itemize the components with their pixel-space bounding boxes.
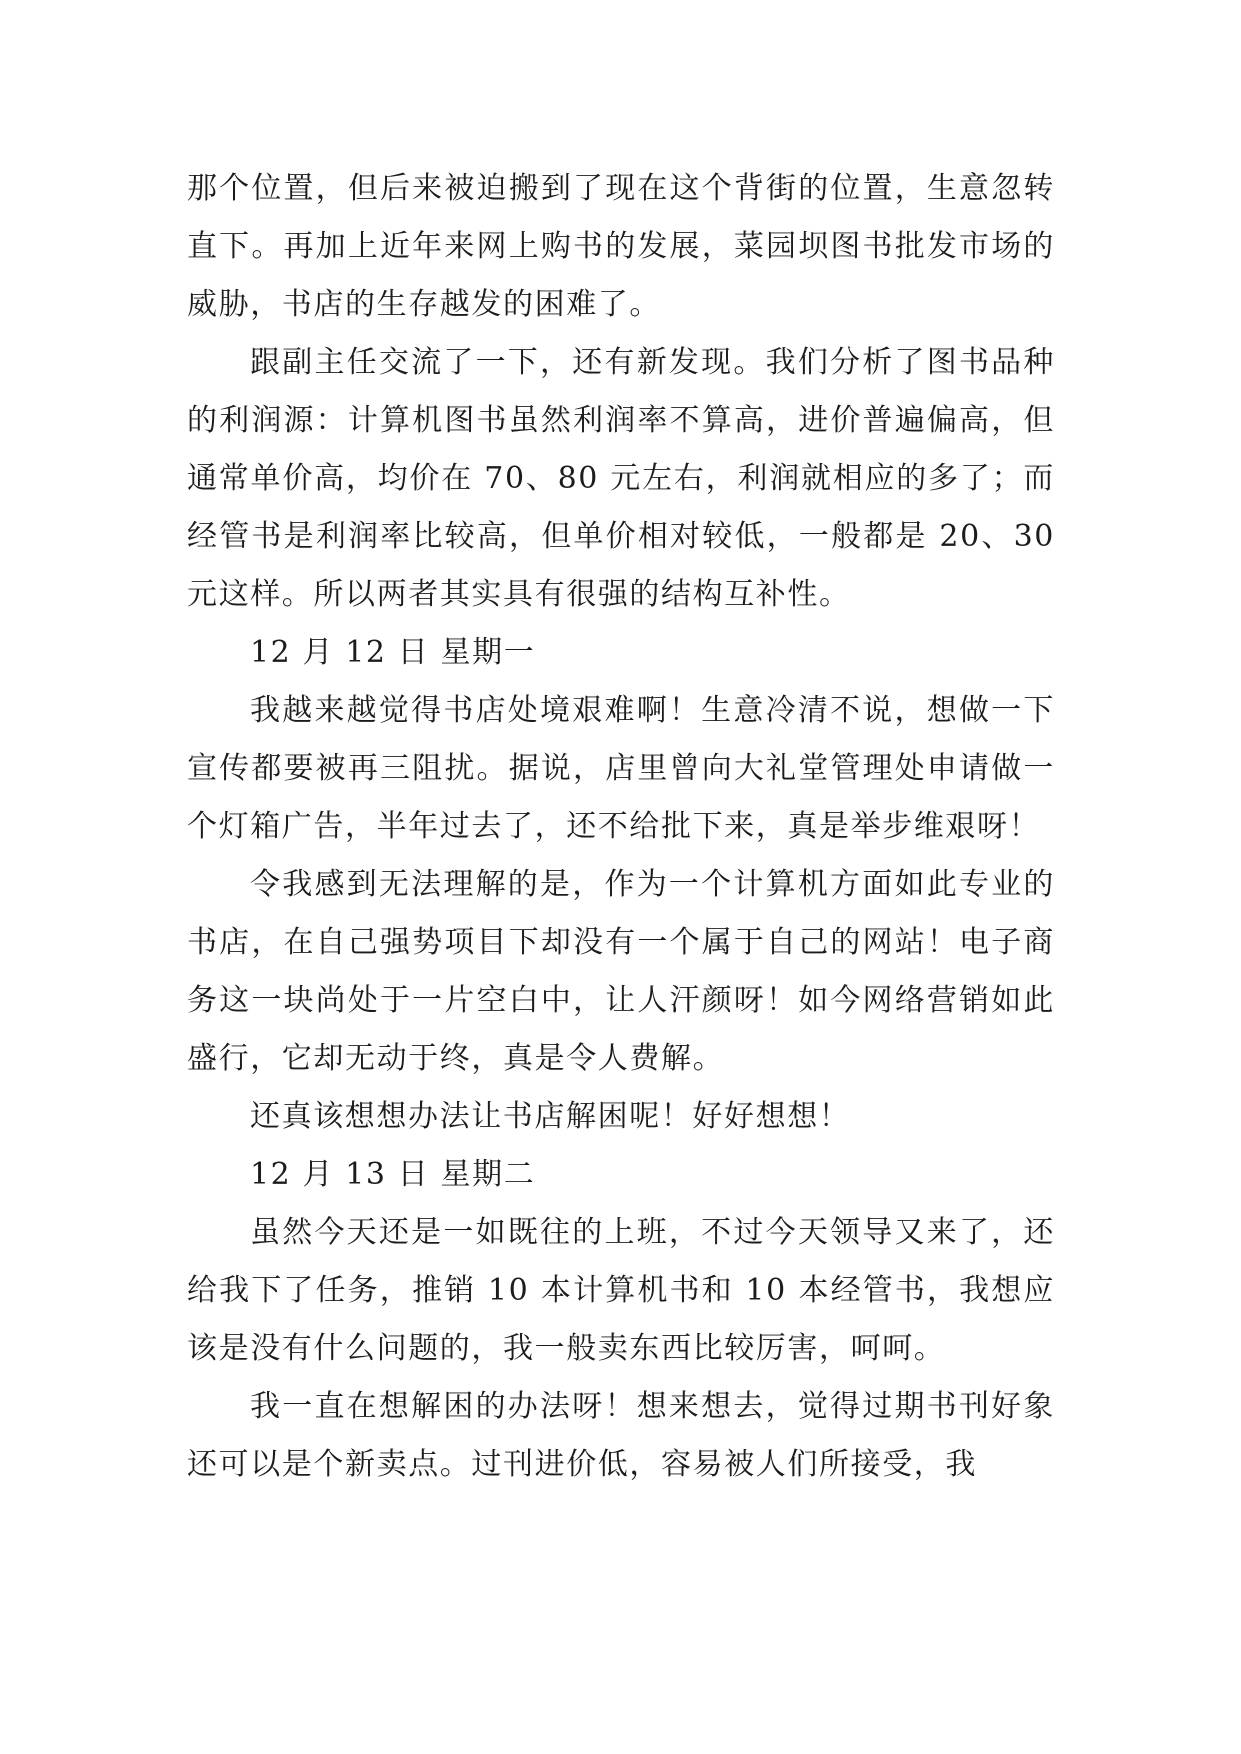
diary-date-heading: 12 月 13 日 星期二 bbox=[250, 1157, 536, 1192]
document-page bbox=[187, 160, 1055, 1494]
paragraph-continuation: 那个位置，但后来被迫搬到了现在这个背街的位置，生意忽转直下。再加上近年来网上购书的发展，菜园坝图书批发市场的威胁，书店的生存越发的困难了。 bbox=[187, 171, 1055, 322]
paragraph-think-solution: 还真该想想办法让书店解困呢！好好想想！ bbox=[250, 1099, 851, 1134]
paragraph-store-difficulty: 我越来越觉得书店处境艰难啊！生意冷清不说，想做一下宣传都要被再三阻扰。据说，店里曾向大礼堂管理处申请做一个灯箱广告，半年过去了，还不给批下来，真是举步维艰呀！ bbox=[187, 693, 1055, 844]
diary-date-heading: 12 月 12 日 星期一 bbox=[250, 635, 536, 670]
paragraph-profit-analysis: 跟副主任交流了一下，还有新发现。我们分析了图书品种的利润源：计算机图书虽然利润率不算高，进价普遍偏高，但通常单价高，均价在 70、80 元左右，利润就相应的多了；而经管书是利润率比较高，但单价相对较低，一般都是 20、30 元这样。所以两者其实具有很强的结构互补性。 bbox=[187, 345, 1055, 612]
paragraph-no-website: 令我感到无法理解的是，作为一个计算机方面如此专业的书店，在自己强势项目下却没有一个属于自己的网站！电子商务这一块尚处于一片空白中，让人汗颜呀！如今网络营销如此盛行，它却无动于终，真是令人费解。 bbox=[187, 867, 1055, 1076]
paragraph-sales-task: 虽然今天还是一如既往的上班，不过今天领导又来了，还给我下了任务，推销 10 本计算机书和 10 本经管书，我想应该是没有什么问题的，我一般卖东西比较厉害，呵呵。 bbox=[187, 1215, 1055, 1366]
paragraph-back-issues: 我一直在想解困的办法呀！想来想去，觉得过期书刊好象还可以是个新卖点。过刊进价低，容易被人们所接受，我 bbox=[187, 1389, 1055, 1482]
